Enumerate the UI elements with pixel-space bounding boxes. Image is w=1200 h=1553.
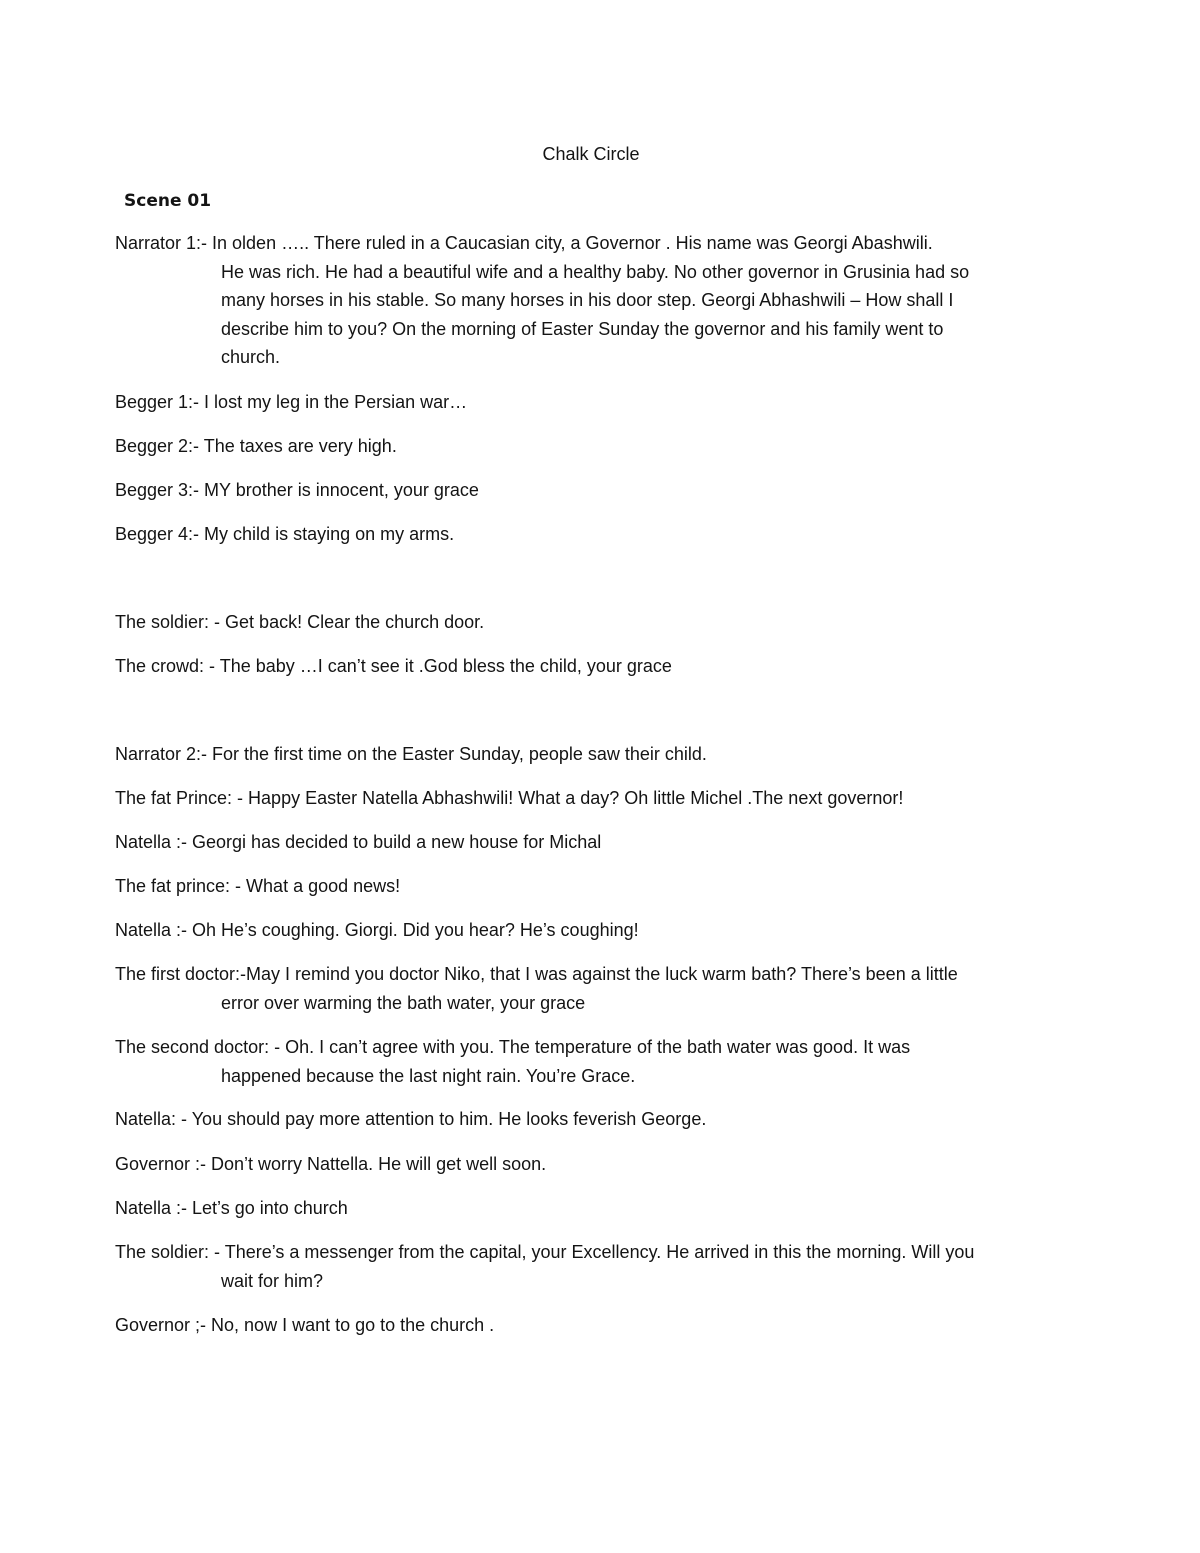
- script-line: [115, 872, 1070, 901]
- script-line: [115, 960, 1070, 1017]
- line-text: The soldier: - Get back! Clear the church door.: [115, 612, 485, 632]
- script-line: [115, 1311, 1070, 1340]
- script-line: [115, 229, 1070, 372]
- script-line: [115, 476, 1070, 505]
- script-line: [115, 652, 1070, 681]
- line-text: The first doctor:-May I remind you doctor Niko, that I was against the luck warm bath? There’s been a little: [115, 964, 958, 984]
- document-title: Chalk Circle: [542, 144, 640, 164]
- line-continuation: describe him to you? On the morning of Easter Sunday the governor and his family went to: [221, 318, 944, 339]
- line-continuation: many horses in his stable. So many horses in his door step. Georgi Abhashwili – How shall I: [221, 290, 954, 310]
- line-text: Natella :- Georgi has decided to build a new house for Michal: [115, 832, 602, 852]
- line-text: Begger 4:- My child is staying on my arms.: [115, 524, 455, 544]
- line-text: Narrator 2:- For the first time on the Easter Sunday, people saw their child.: [115, 744, 707, 764]
- script-line: [115, 388, 1070, 417]
- script-line: [115, 608, 1070, 637]
- script-line: [115, 1238, 1070, 1295]
- script-line: [115, 784, 1070, 813]
- line-continuation: church.: [221, 347, 281, 367]
- line-text: Natella :- Let’s go into church: [115, 1198, 348, 1218]
- script-line: [115, 1194, 1070, 1223]
- script-line: [115, 520, 1070, 549]
- scene-heading: Scene 01: [124, 191, 212, 211]
- line-text: The fat Prince: - Happy Easter Natella Abhashwili! What a day? Oh little Michel .The next governor!: [115, 788, 904, 808]
- script-line: [115, 1105, 1070, 1134]
- line-text: Narrator 1:- In olden ….. There ruled in a Caucasian city, a Governor . His name was Georgi Abashwili.: [115, 233, 933, 253]
- line-text: Governor ;- No, now I want to go to the church .: [115, 1315, 495, 1335]
- line-continuation: error over warming the bath water, your grace: [221, 992, 586, 1013]
- script-line: [115, 740, 1070, 769]
- script-line: [115, 916, 1070, 945]
- line-continuation: happened because the last night rain. You’re Grace.: [221, 1065, 636, 1086]
- line-text: The fat prince: - What a good news!: [115, 876, 401, 896]
- line-text: Natella: - You should pay more attention to him. He looks feverish George.: [115, 1109, 707, 1129]
- line-text: Begger 2:- The taxes are very high.: [115, 436, 397, 456]
- line-text: The second doctor: - Oh. I can’t agree with you. The temperature of the bath water was good. It was: [115, 1037, 911, 1057]
- script-line: [115, 1033, 1070, 1090]
- line-text: Governor :- Don’t worry Nattella. He will get well soon.: [115, 1154, 547, 1174]
- script-line: [115, 432, 1070, 461]
- line-continuation: wait for him?: [221, 1270, 324, 1291]
- line-text: The crowd: - The baby …I can’t see it .God bless the child, your grace: [115, 656, 672, 676]
- line-continuation: He was rich. He had a beautiful wife and a healthy baby. No other governor in Grusinia had so: [221, 261, 970, 282]
- line-text: Begger 3:- MY brother is innocent, your grace: [115, 480, 479, 500]
- script-line: [115, 1150, 1070, 1179]
- line-text: Begger 1:- I lost my leg in the Persian war…: [115, 392, 468, 412]
- script-line: [115, 828, 1070, 857]
- line-text: Natella :- Oh He’s coughing. Giorgi. Did you hear? He’s coughing!: [115, 920, 639, 940]
- line-text: The soldier: - There’s a messenger from the capital, your Excellency. He arrived in this the morning. Will you: [115, 1242, 975, 1262]
